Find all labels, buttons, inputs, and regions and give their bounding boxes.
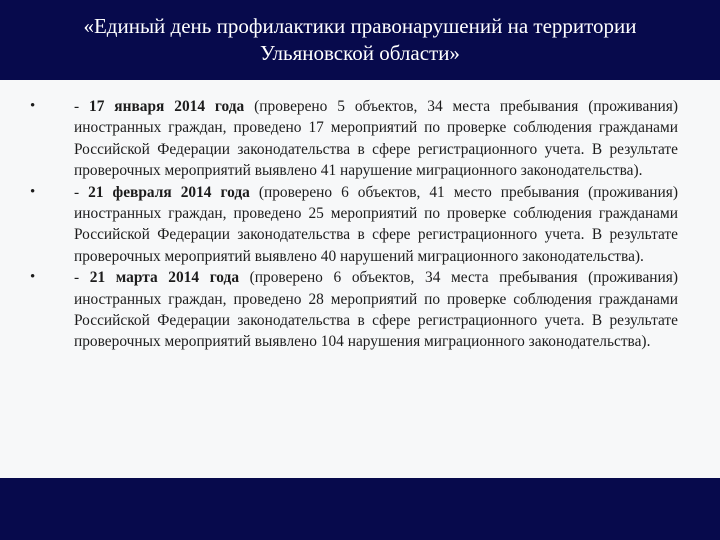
bullet-icon: •: [30, 98, 36, 114]
list-item: [30, 267, 678, 353]
item-text: (проверено 6 объектов, 41 место пребывания (проживания) иностранных граждан, проведено 25 мероприятий по проверке соблюдения гражданами Российской Федерации законодательства в сфере регистрационного учета. В результате проверочных мероприятий выявлено 40 нарушений миграционного законодательства).: [74, 183, 678, 265]
bullet-icon: •: [30, 269, 36, 286]
slide-title-bar: [0, 0, 720, 80]
slide-content: [0, 80, 720, 478]
item-prefix: -: [74, 98, 90, 115]
slide-footer-bar: [0, 478, 720, 540]
item-text: (проверено 6 объектов, 34 места пребывания (проживания) иностранных граждан, проведено 28 мероприятий по проверке соблюдения гражданами Российской Федерации законодательства в сфере регистрационного учета. В результате проверочных мероприятий выявлено 104 нарушения миграционного законодательства).: [74, 269, 678, 351]
item-date: 21 февраля 2014 года: [88, 183, 250, 201]
slide-title: [83, 13, 636, 67]
list-item: [30, 96, 678, 182]
slide-title-line-1: «Единый день профилактики правонарушений на территории: [83, 14, 637, 38]
list-item: [30, 182, 678, 268]
slide-title-line-2: Ульяновской области»: [260, 41, 460, 65]
bullet-list: [30, 96, 678, 353]
item-date: 21 марта 2014 года: [89, 269, 240, 287]
item-prefix: -: [74, 269, 90, 287]
item-text: (проверено 5 объектов, 34 места пребывания (проживания) иностранных граждан, проведено 17 мероприятий по проверке соблюдения гражданами Российской Федерации законодательства в сфере регистрационного учета. В результате проверочных мероприятий выявлено 41 нарушение миграционного законодательства).: [74, 98, 679, 180]
item-date: 17 января 2014 года: [89, 98, 245, 115]
item-prefix: -: [74, 183, 89, 201]
bullet-icon: •: [30, 183, 36, 200]
